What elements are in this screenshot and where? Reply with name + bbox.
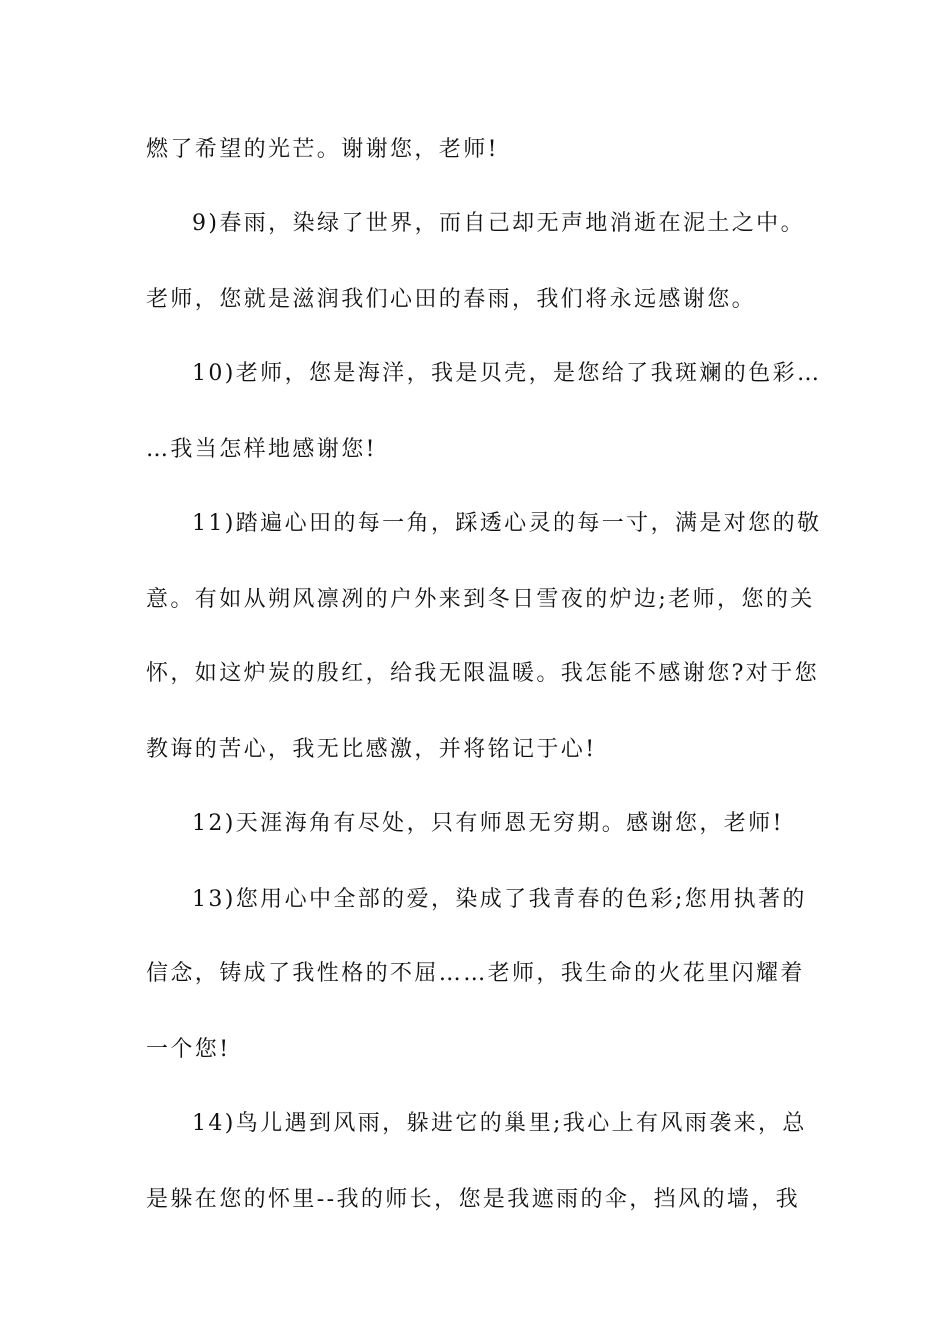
text-line: …我当怎样地感谢您!: [146, 437, 377, 462]
text-line: 14)鸟儿遇到风雨，躲进它的巢里;我心上有风雨袭来，总: [192, 1111, 807, 1136]
text-line: 教诲的苦心，我无比感激，并将铭记于心!: [146, 737, 597, 762]
text-line: 11)踏遍心田的每一角，踩透心灵的每一寸，满是对您的敬: [192, 511, 822, 536]
text-line: 意。有如从朔风凛冽的户外来到冬日雪夜的炉边;老师，您的关: [146, 587, 815, 612]
text-line: 信念，铸成了我性格的不屈……老师，我生命的火花里闪耀着: [146, 961, 805, 986]
text-line: 老师，您就是滋润我们心田的春雨，我们将永远感谢您。: [146, 287, 757, 312]
text-line: 燃了希望的光芒。谢谢您，老师!: [146, 137, 499, 162]
text-line: 是躲在您的怀里--我的师长，您是我遮雨的伞，挡风的墙，我: [146, 1187, 801, 1212]
text-line: 10)老师，您是海洋，我是贝壳，是您给了我斑斓的色彩…: [192, 361, 822, 386]
text-line: 怀，如这炉炭的殷红，给我无限温暖。我怎能不感谢您?对于您: [146, 661, 819, 686]
text-line: 一个您!: [146, 1037, 231, 1062]
text-line: 13)您用心中全部的爱，染成了我青春的色彩;您用执著的: [192, 887, 807, 912]
text-line: 9)春雨，染绿了世界，而自己却无声地消逝在泥土之中。: [192, 211, 805, 236]
text-line: 12)天涯海角有尽处，只有师恩无穷期。感谢您，老师!: [192, 811, 784, 836]
